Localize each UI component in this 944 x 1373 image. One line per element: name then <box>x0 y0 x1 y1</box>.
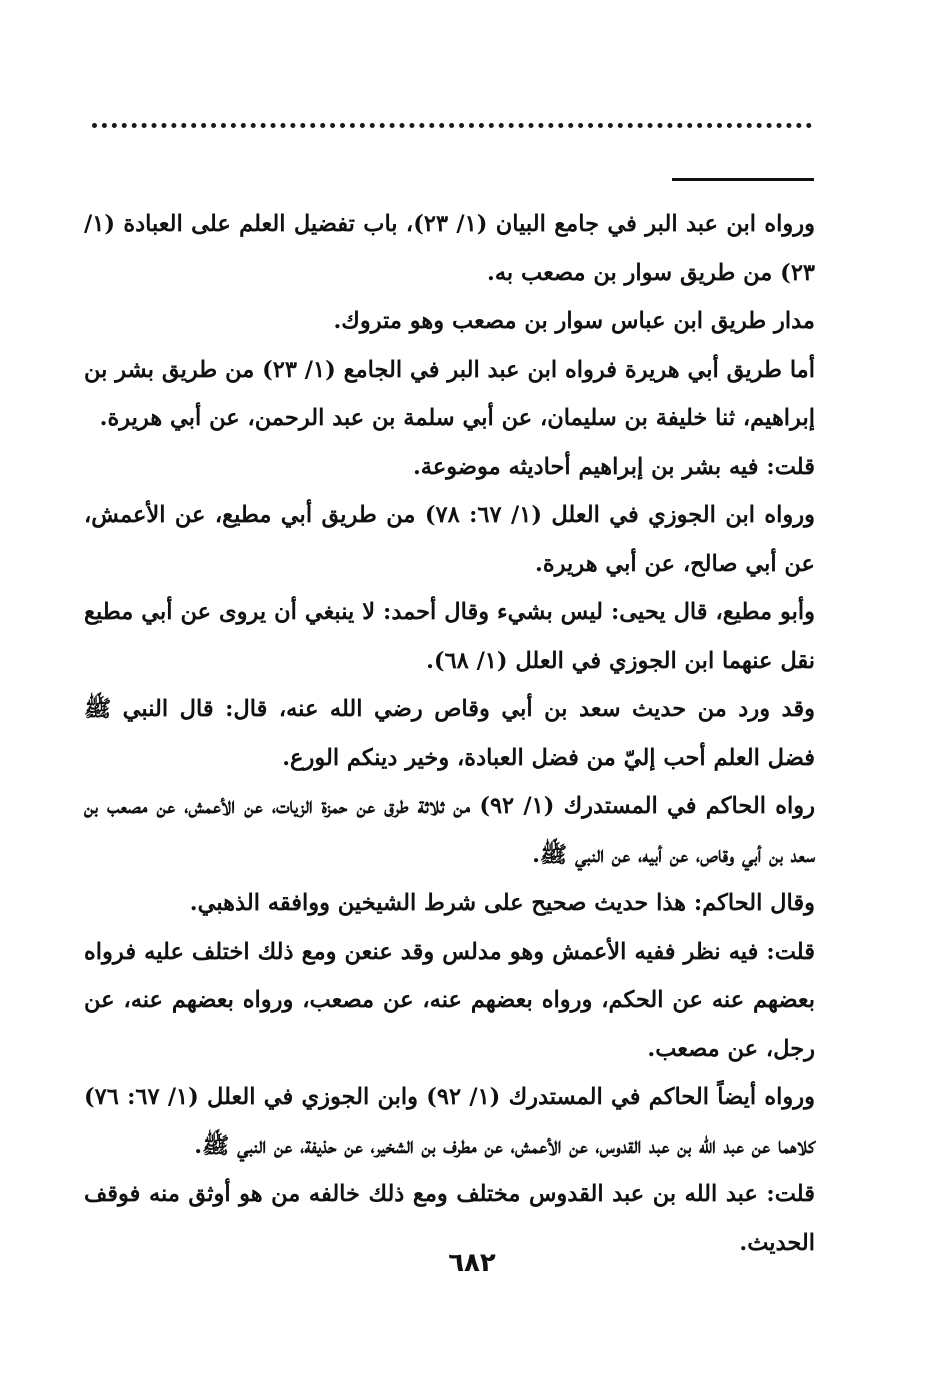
footnote-paragraph: ورواه أيضاً الحاكم في المستدرك (١/ ٩٢) وابن الجوزي في العلل (١/ ٦٧: ٧٦) كلاهما عن عبد الله بن عبد القدوس، عن الأعمش، عن مطرف بن الشخير، عن حذيفة، عن النبي ﷺ. <box>84 1084 815 1159</box>
footnote-paragraph: رواه الحاكم في المستدرك (١/ ٩٢) من ثلاثة طرق عن حمزة الزيات، عن الأعمش، عن مصعب بن سعد بن أبي وقاص، عن أبيه، عن النبي ﷺ. <box>84 793 815 868</box>
footnote-paragraph: وأبو مطيع، قال يحيى: ليس بشيء وقال أحمد: لا ينبغي أن يروى عن أبي مطيع نقل عنهما ابن الجوزي في العلل (١/ ٦٨). <box>84 599 815 674</box>
footnote-paragraph: وقد ورد من حديث سعد بن أبي وقاص رضي الله عنه، قال: قال النبي ﷺ فضل العلم أحب إليّ من فضل العبادة، وخير دينكم الورع. <box>84 696 815 771</box>
page-number: ٦٨٢ <box>448 1248 496 1278</box>
footnote-text-block <box>84 200 815 1267</box>
footnote-paragraph: قلت: عبد الله بن عبد القدوس مختلف ومع ذلك خالفه من هو أوثق منه فوقف الحديث. <box>84 1181 815 1256</box>
footnote-paragraph: قلت: فيه بشر بن إبراهيم أحاديثه موضوعة. <box>412 453 815 480</box>
footnote-paragraph: أما طريق أبي هريرة فرواه ابن عبد البر في الجامع (١/ ٢٣) من طريق بشر بن إبراهيم، ثنا خليفة بن سليمان، عن أبي سلمة بن عبد الرحمن، عن أبي هريرة. <box>84 356 815 431</box>
footnote-paragraph: مدار طريق ابن عباس سوار بن مصعب وهو متروك. <box>333 308 815 334</box>
footnote-rule <box>672 178 814 181</box>
footnote-paragraph: وقال الحاكم: هذا حديث صحيح على شرط الشيخين ووافقه الذهبي. <box>189 890 815 916</box>
footnote-paragraph: ورواه ابن الجوزي في العلل (١/ ٦٧: ٧٨) من طريق أبي مطيع، عن الأعمش، عن أبي صالح، عن أبي هريرة. <box>84 502 816 577</box>
footnote-paragraph: قلت: فيه نظر ففيه الأعمش وهو مدلس وقد عنعن ومع ذلك اختلف عليه فرواه بعضهم عنه عن الحكم، ورواه بعضهم عنه، عن مصعب، ورواه بعضهم عنه، عن رجل، عن مصعب. <box>84 938 815 1062</box>
dotted-separator <box>92 123 812 137</box>
footnote-paragraph: ورواه ابن عبد البر في جامع البيان (١/ ٢٣)، باب تفضيل العلم على العبادة (١/ ٢٣) من طريق سوار بن مصعب به. <box>84 211 816 286</box>
